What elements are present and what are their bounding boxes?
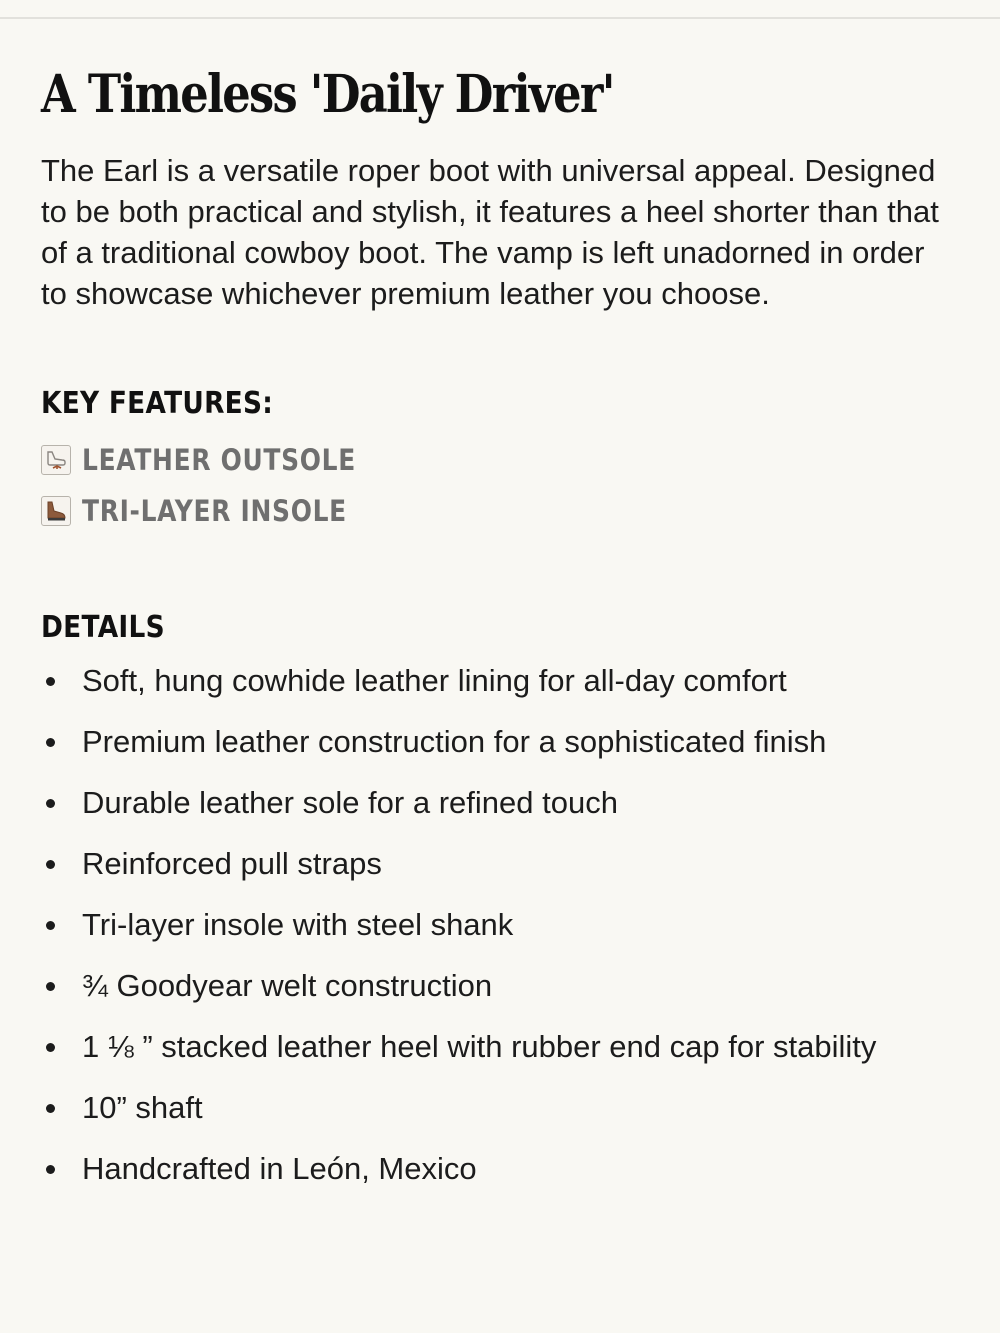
feature-item-leather-outsole [41,434,961,485]
page-title: A Timeless 'Daily Driver' [41,64,614,125]
detail-text: Soft, hung cowhide leather lining for all-day comfort [82,663,787,698]
feature-label: TRI-LAYER INSOLE [82,493,347,528]
bullet-icon [46,1104,55,1113]
feature-item-tri-layer-insole [41,485,961,536]
detail-item [41,963,921,1009]
bullet-icon [46,921,55,930]
detail-text: Handcrafted in León, Mexico [82,1151,477,1186]
bullet-icon [46,799,55,808]
detail-item [41,1024,921,1070]
key-features-list [41,434,961,536]
key-features-heading: KEY FEATURES: [41,386,274,421]
detail-item [41,658,921,704]
detail-text: 1 ⅛ ” stacked leather heel with rubber end cap for stability [82,1029,877,1064]
detail-text: Tri-layer insole with steel shank [82,907,514,942]
product-description [41,60,961,1207]
leather-outsole-icon [41,445,71,475]
detail-text: Premium leather construction for a sophisticated finish [82,724,827,759]
details-heading: DETAILS [41,610,165,645]
detail-item [41,719,921,765]
bullet-icon [46,982,55,991]
detail-text: Reinforced pull straps [82,846,382,881]
detail-item [41,780,921,826]
detail-text: Durable leather sole for a refined touch [82,785,618,820]
detail-item [41,1146,921,1192]
bullet-icon [46,738,55,747]
feature-label: LEATHER OUTSOLE [82,442,356,477]
bullet-icon [46,860,55,869]
detail-item [41,902,921,948]
bullet-icon [46,1043,55,1052]
intro-paragraph: The Earl is a versatile roper boot with universal appeal. Designed to be both practical and stylish, it features a heel shorter than that of a traditional cowboy boot. The vamp is left unadorned in order to showcase whichever premium leather you choose. [41,153,939,311]
top-divider [0,17,1000,19]
detail-text: ¾ Goodyear welt construction [82,968,493,1003]
detail-text: 10” shaft [82,1090,203,1125]
detail-item [41,1085,921,1131]
bullet-icon [46,677,55,686]
tri-layer-insole-icon [41,496,71,526]
bullet-icon [46,1165,55,1174]
details-list [41,658,961,1192]
detail-item [41,841,921,887]
